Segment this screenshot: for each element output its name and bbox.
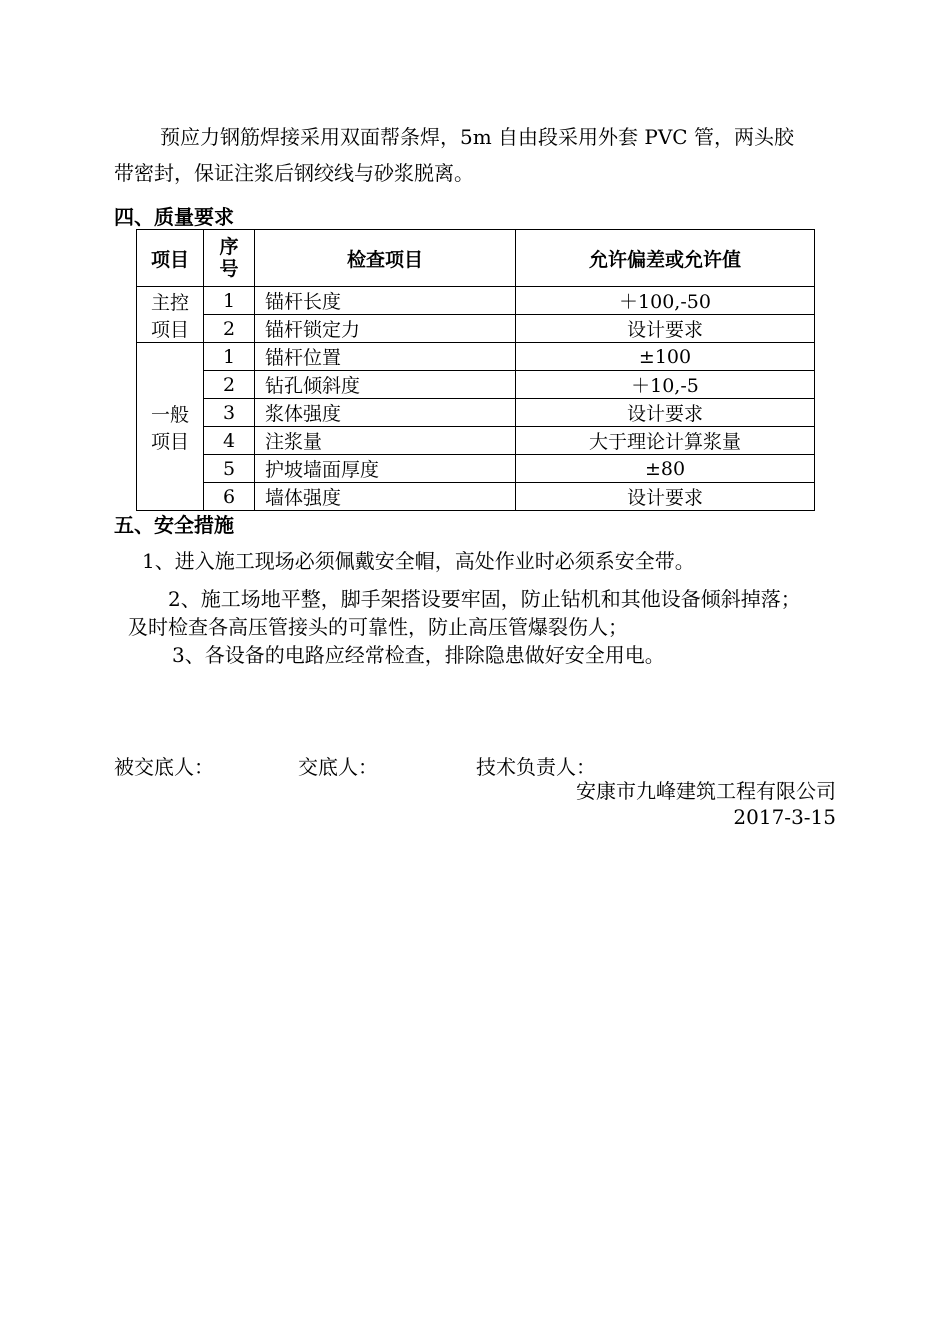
main-group-label-top: 主控 <box>150 291 189 314</box>
recipient-label: 被交底人： <box>114 755 214 779</box>
tech-lead-label: 技术负责人： <box>476 755 596 779</box>
row-seq: 2 <box>204 371 255 399</box>
row-tolerance: 设计要求 <box>516 399 815 427</box>
company-name: 安康市九峰建筑工程有限公司 <box>576 779 836 803</box>
row-check: 锚杆位置 <box>255 343 516 371</box>
row-seq: 1 <box>204 287 255 315</box>
row-tolerance: 设计要求 <box>516 483 815 511</box>
table-header-row <box>137 230 815 287</box>
row-check: 锚杆长度 <box>255 287 516 315</box>
table-row <box>137 427 815 455</box>
table-row <box>137 371 815 399</box>
row-tolerance: ±100 <box>516 343 815 371</box>
row-tolerance: ＋10,-5 <box>516 371 815 399</box>
main-group-label <box>137 287 204 343</box>
row-check: 锚杆锁定力 <box>255 315 516 343</box>
section-4-title: 四、质量要求 <box>114 205 234 229</box>
safety-item-1: 1、进入施工现场必须佩戴安全帽，高处作业时必须系安全带。 <box>142 549 695 573</box>
header-seq-bottom: 号 <box>219 258 239 280</box>
safety-item-3: 3、各设备的电路应经常检查，排除隐患做好安全用电。 <box>172 643 665 667</box>
header-tolerance: 允许偏差或允许值 <box>516 230 815 287</box>
row-check: 注浆量 <box>255 427 516 455</box>
row-seq: 5 <box>204 455 255 483</box>
row-check: 钻孔倾斜度 <box>255 371 516 399</box>
section-5-title: 五、安全措施 <box>114 513 234 537</box>
table-row <box>137 399 815 427</box>
row-check: 墙体强度 <box>255 483 516 511</box>
header-seq <box>204 230 255 287</box>
main-group-label-bottom: 项目 <box>150 318 189 341</box>
table-row <box>137 343 815 371</box>
general-group-label <box>137 343 204 511</box>
row-tolerance: ＋100,-50 <box>516 287 815 315</box>
row-seq: 4 <box>204 427 255 455</box>
row-check: 浆体强度 <box>255 399 516 427</box>
row-seq: 2 <box>204 315 255 343</box>
row-seq: 3 <box>204 399 255 427</box>
table-row <box>137 315 815 343</box>
discloser-label: 交底人： <box>298 755 378 779</box>
table-row <box>137 287 815 315</box>
row-tolerance: 设计要求 <box>516 315 815 343</box>
row-seq: 6 <box>204 483 255 511</box>
general-group-label-top: 一般 <box>150 403 189 426</box>
row-tolerance: 大于理论计算浆量 <box>516 427 815 455</box>
header-item: 项目 <box>137 230 204 287</box>
document-date: 2017-3-15 <box>733 805 836 829</box>
header-seq-top: 序 <box>219 236 239 258</box>
header-check: 检查项目 <box>255 230 516 287</box>
table-row <box>137 483 815 511</box>
intro-line-2: 带密封，保证注浆后钢绞线与砂浆脱离。 <box>114 161 474 185</box>
general-group-label-bottom: 项目 <box>150 430 189 453</box>
safety-item-2-line-1: 2、施工场地平整，脚手架搭设要牢固，防止钻机和其他设备倾斜掉落； <box>168 587 801 611</box>
intro-line-1: 预应力钢筋焊接采用双面帮条焊，5m 自由段采用外套 PVC 管，两头胶 <box>160 125 794 149</box>
quality-table <box>136 229 815 511</box>
row-tolerance: ±80 <box>516 455 815 483</box>
safety-item-2-line-2: 及时检查各高压管接头的可靠性，防止高压管爆裂伤人； <box>128 615 628 639</box>
row-check: 护坡墙面厚度 <box>255 455 516 483</box>
row-seq: 1 <box>204 343 255 371</box>
table-row <box>137 455 815 483</box>
